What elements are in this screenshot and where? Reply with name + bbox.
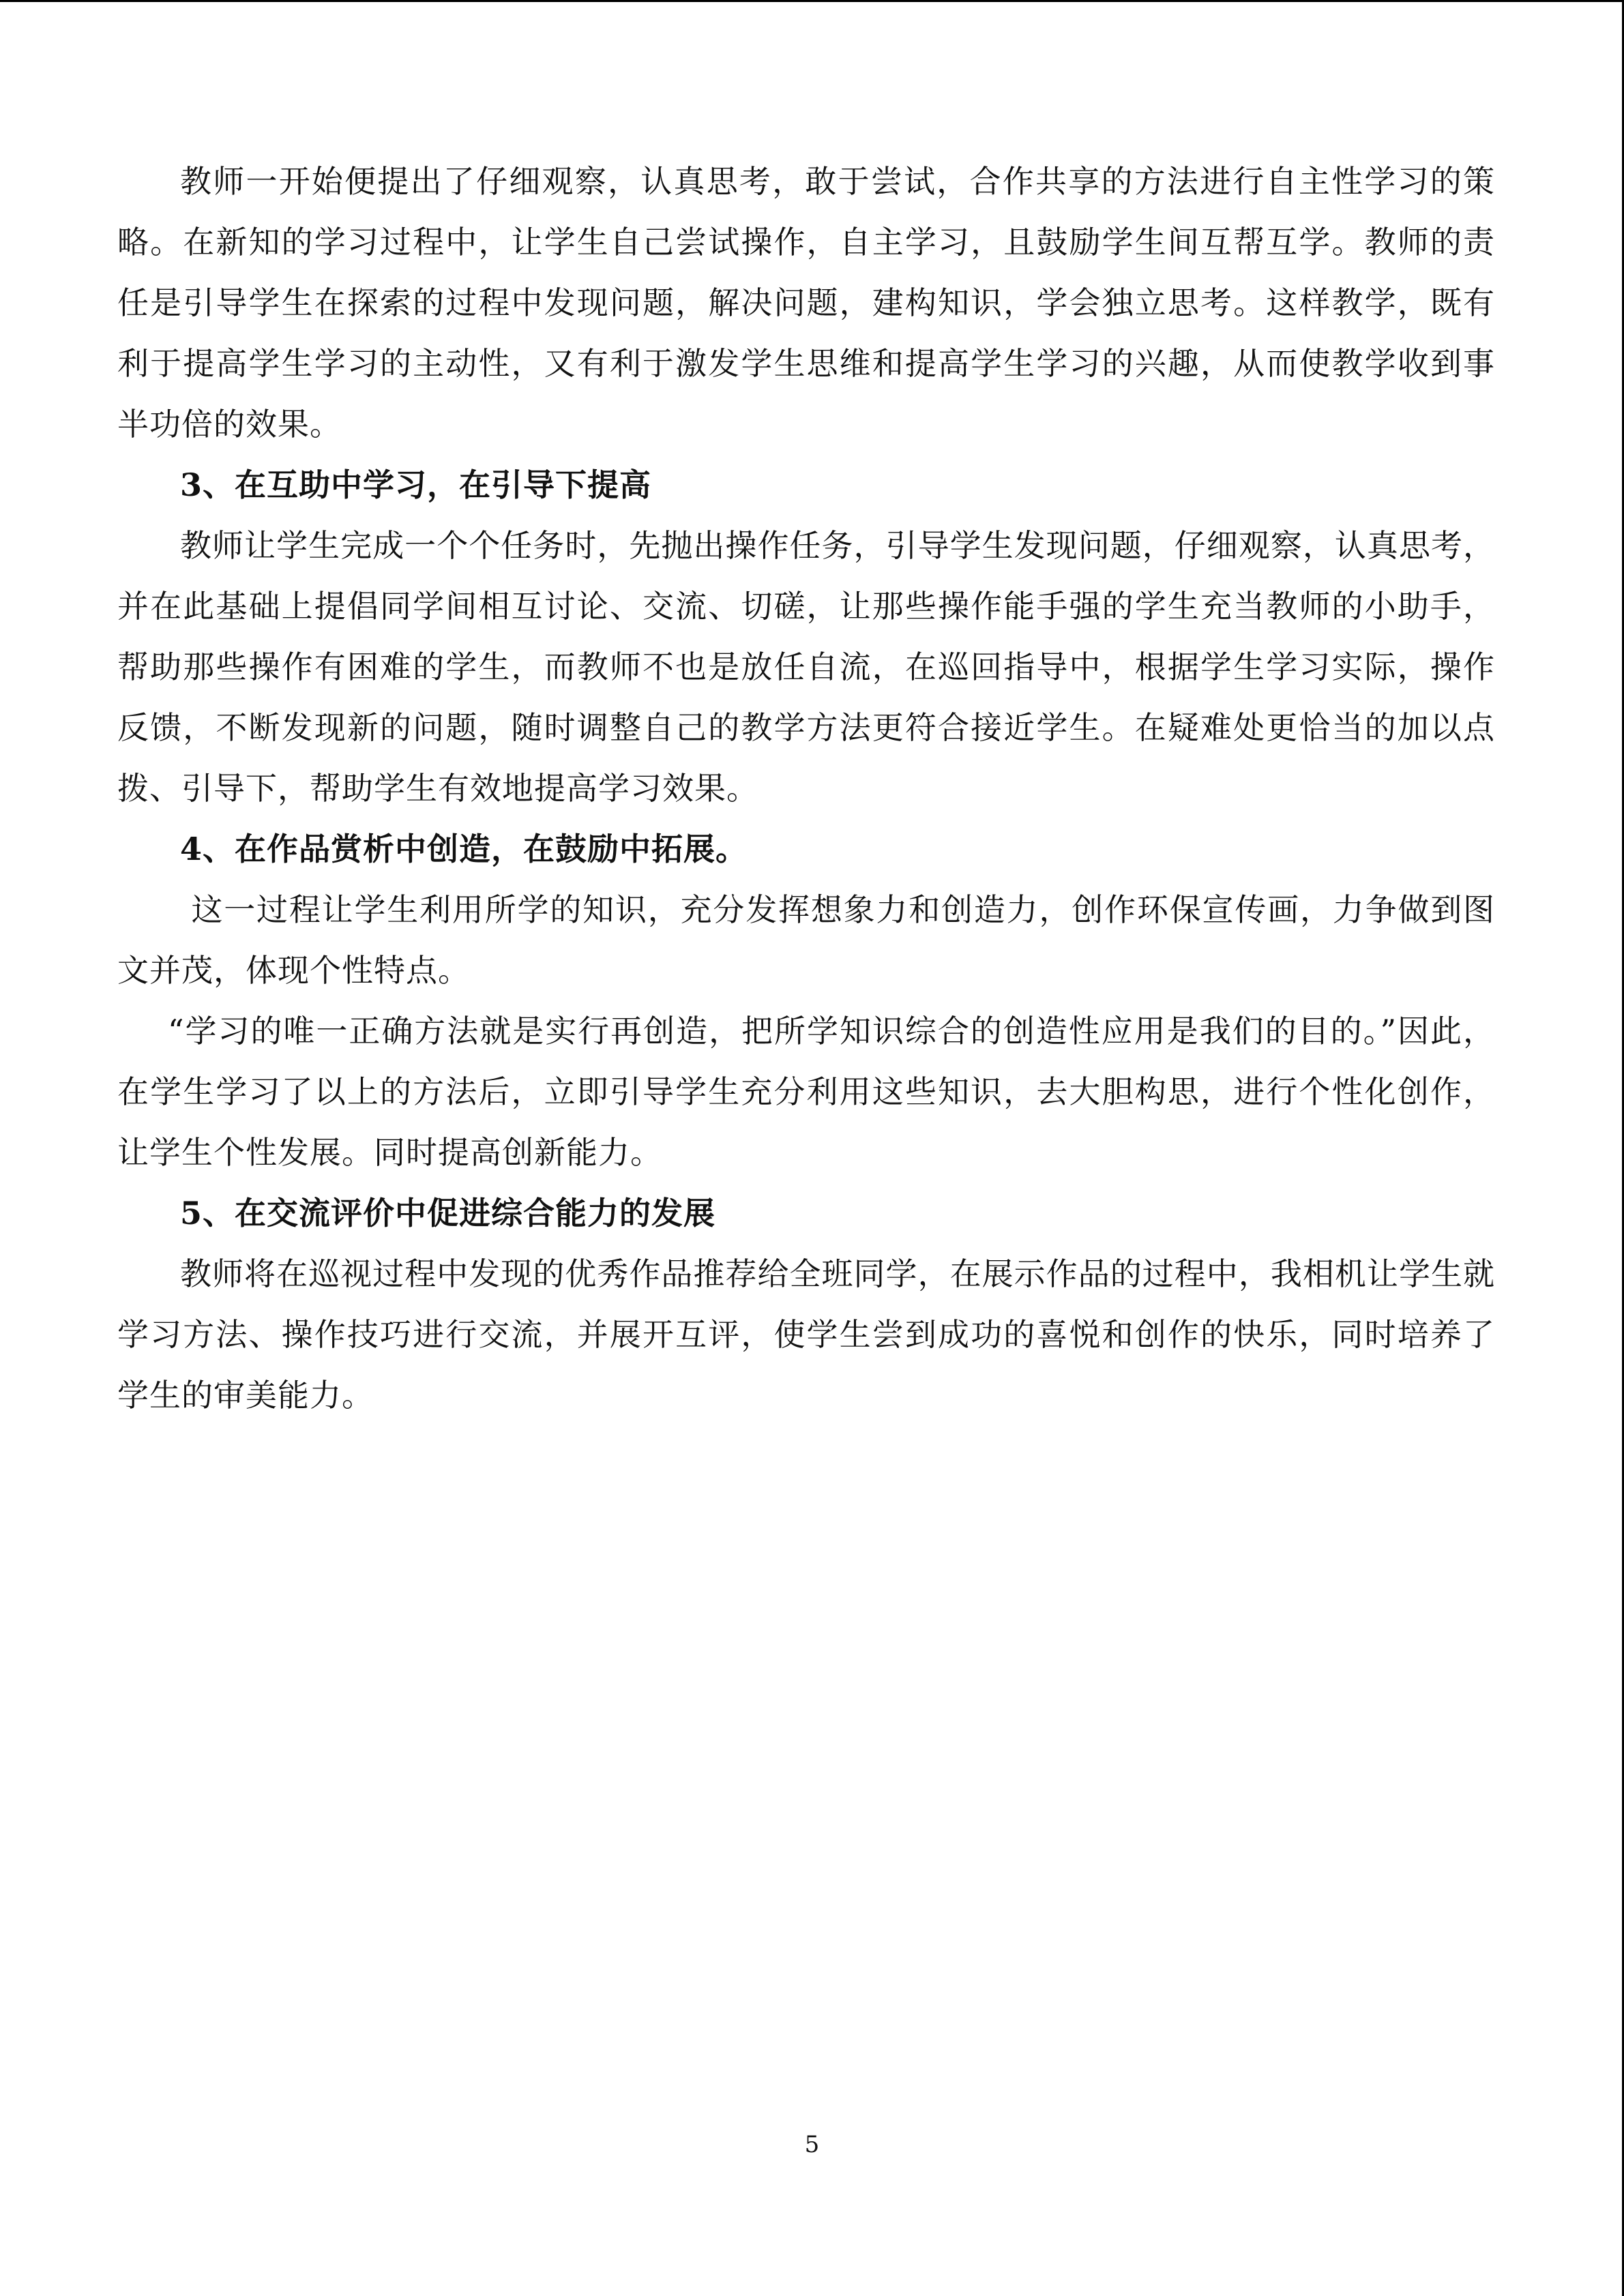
paragraph-self-directed-learning: 教师一开始便提出了仔细观察，认真思考，敢于尝试，合作共享的方法进行自主性学习的策略。在新知的学习过程中，让学生自己尝试操作，自主学习，且鼓励学生间互帮互学。教师的责任是引导学生在探索的过程中发现问题，解决问题，建构知识，学会独立思考。这样教学，既有利于提高学生学习的主动性，又有利于激发学生思维和提高学生学习的兴趣，从而使教学收到事半功倍的效果。 (117, 163, 1495, 443)
paragraph-quote-recreation: “学习的唯一正确方法就是实行再创造，把所学知识综合的创造性应用是我们的目的。”因此，在学生学习了以上的方法后，立即引导学生充分利用这些知识，去大胆构思，进行个性化创作，让学生个性发展。同时提高创新能力。 (117, 1013, 1495, 1171)
page-number: 5 (804, 2131, 820, 2158)
page-top-border (0, 0, 1624, 2)
paragraph-mutual-help: 教师让学生完成一个个任务时，先抛出操作任务，引导学生发现问题，仔细观察，认真思考，并在此基础上提倡同学间相互讨论、交流、切磋，让那些操作能手强的学生充当教师的小助手，帮助那些操作有困难的学生，而教师不也是放任自流，在巡回指导中，根据学生学习实际，操作反馈，不断发现新的问题，随时调整自己的教学方法更符合接近学生。在疑难处更恰当的加以点拨、引导下，帮助学生有效地提高学习效果。 (117, 527, 1495, 807)
heading-section-3: 3、在互助中学习，在引导下提高 (180, 466, 652, 503)
heading-section-4: 4、在作品赏析中创造，在鼓励中拓展。 (180, 831, 748, 867)
paragraph-creative-work: 这一过程让学生利用所学的知识，充分发挥想象力和创造力，创作环保宣传画，力争做到图文并茂，体现个性特点。 (117, 891, 1496, 989)
heading-section-5: 5、在交流评价中促进综合能力的发展 (180, 1195, 716, 1232)
document-body (117, 151, 1495, 1426)
paragraph-evaluation: 教师将在巡视过程中发现的优秀作品推荐给全班同学，在展示作品的过程中，我相机让学生就学习方法、操作技巧进行交流，并展开互评，使学生尝到成功的喜悦和创作的快乐，同时培养了学生的审美能力。 (117, 1255, 1495, 1414)
